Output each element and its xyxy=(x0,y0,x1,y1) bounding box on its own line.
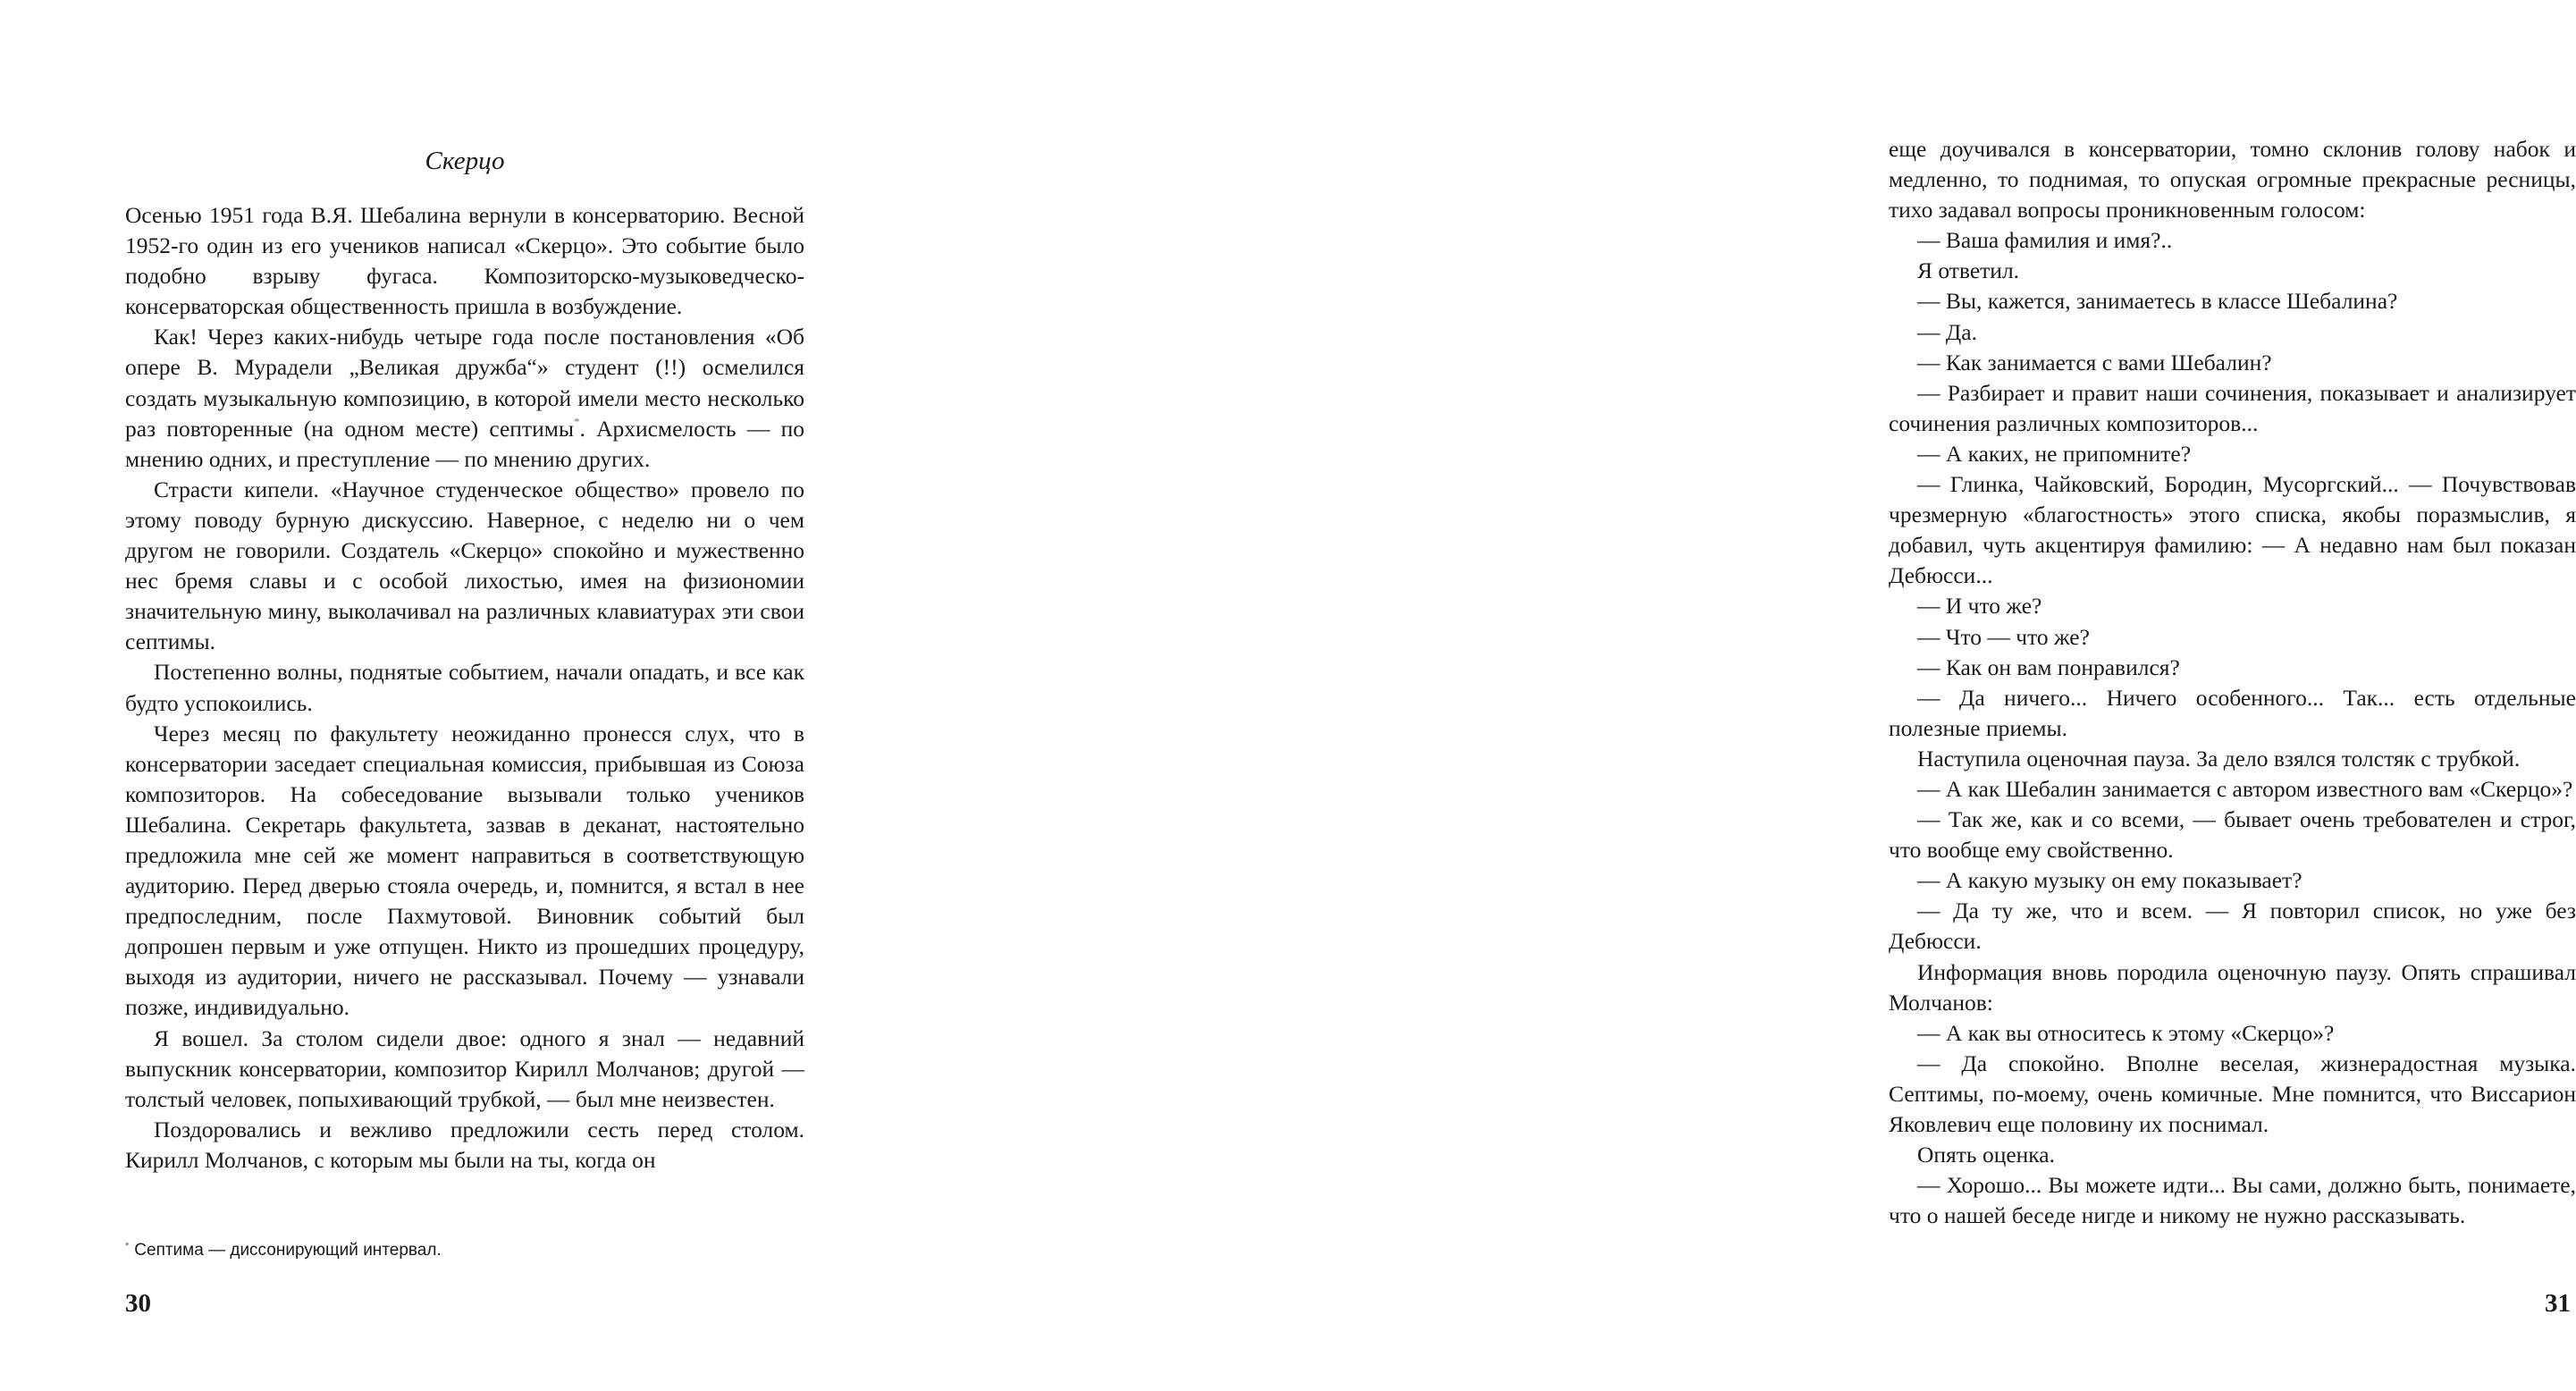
footnote xyxy=(125,1235,804,1262)
paragraph: — А каких, не припомните? xyxy=(1917,440,2192,467)
paragraph: — Хорошо... Вы можете идти... Вы сами, должно быть, понимаете, что о нашей беседе нигде и никому не нужно рассказывать. xyxy=(1889,1172,2576,1229)
paragraph: — Так же, как и со всеми, — бывает очень требователен и строг, что вообще ему свойственно. xyxy=(1889,806,2576,864)
paragraph: — Что — что же? xyxy=(1917,623,2090,650)
paragraph: — А как вы относитесь к этому «Скерцо»? xyxy=(1917,1019,2335,1046)
chapter-title: Скерцо xyxy=(425,147,505,175)
paragraph: Опять оценка. xyxy=(1917,1142,2055,1168)
paragraph-text: Как! Через каких-нибудь четыре года после постановления «Об опере В. Мурадели „Великая дружба“» студент (!!) осмелился создать музыкальную композицию, в которой имели место несколько раз повторенные (на одном месте) септимы xyxy=(125,324,804,442)
paragraph: — А какую музыку он ему показывает? xyxy=(1917,867,2302,894)
paragraph: Осенью 1951 года В.Я. Шебалина вернули в консерваторию. Весной 1952-го один из его учеников написал «Скерцо». Это событие было подобно взрыву фугаса. Композиторско-музыковедческо-консерваторская общественность пришла в возбуждение. xyxy=(125,202,804,320)
paragraph: — Как он вам понравился? xyxy=(1917,653,2180,680)
paragraph: — Разбирает и правит наши сочинения, показывает и анализирует сочинения различных композиторов... xyxy=(1889,379,2576,436)
left-page xyxy=(0,0,894,1391)
paragraph xyxy=(125,322,804,474)
footnote-marker: * xyxy=(573,414,580,428)
paragraph: — А как Шебалин занимается с автором известного вам «Скерцо»? xyxy=(1917,775,2573,802)
paragraph: — Да ту же, что и всем. — Я повторил список, но уже без Дебюсси. xyxy=(1889,898,2576,955)
paragraph: — Да. xyxy=(1917,318,1977,345)
paragraph: — Ваша фамилия и имя?.. xyxy=(1917,227,2173,254)
paragraph: еще доучивался в консерватории, томно склонив голову набок и медленно, то поднимая, то опуская огромные прекрасные ресницы, тихо задавал вопросы проникновенным голосом: xyxy=(1889,136,2576,223)
paragraph: Страсти кипели. «Научное студенческое общество» провело по этому поводу бурную дискуссию. Наверное, с неделю ни о чем другом не говорили. Создатель «Скерцо» спокойно и мужественно нес бремя славы и с особой лихостью, имея на физиономии значительную мину, выколачивал на различных клавиатурах эти свои септимы. xyxy=(125,476,804,655)
paragraph: — И что же? xyxy=(1917,593,2042,620)
paragraph: Поздоровались и вежливо предложили сесть перед столом. Кирилл Молчанов, с которым мы были на ты, когда он xyxy=(125,1116,804,1173)
paragraph-text: . Архисмелость — по мнению одних, и преступление — по мнению других. xyxy=(125,415,804,472)
footnote-text: Септима — диссонирующий интервал. xyxy=(134,1241,442,1260)
paragraph: — Да спокойно. Вполне веселая, жизнерадостная музыка. Септимы, по-моему, очень комичные. Мне помнится, что Виссарион Яковлевич еще половину их поснимал. xyxy=(1889,1050,2576,1137)
footnote-mark: * xyxy=(125,1241,130,1252)
paragraph: Через месяц по факультету неожиданно пронесся слух, что в консерватории заседает специальная комиссия, прибывшая из Союза композиторов. На собеседование вызывали только учеников Шебалина. Секретарь факультета, зазвав в деканат, настоятельно предложила мне сей же момент направиться в соответствующую аудиторию. Перед дверью стояла очередь, и, помнится, я встал в нее предпоследним, после Пахмутовой. Виновник событий был допрошен первым и уже отпущен. Никто из прошедших процедуру, выходя из аудитории, ничего не рассказывал. Почему — узнавали позже, индивидуально. xyxy=(125,720,804,1021)
paragraph: — Да ничего... Ничего особенного... Так... есть отдельные полезные приемы. xyxy=(1889,684,2576,741)
page-number: 31 xyxy=(2545,1289,2571,1318)
right-text-column xyxy=(1889,134,2576,1231)
paragraph: — Как занимается с вами Шебалин? xyxy=(1917,349,2272,375)
paragraph: Наступила оценочная пауза. За дело взялся толстяк с трубкой. xyxy=(1917,745,2521,771)
paragraph: Постепенно волны, поднятые событием, начали опадать, и все как будто успокоились. xyxy=(125,659,804,716)
paragraph: Я ответил. xyxy=(1917,257,2020,284)
right-page xyxy=(894,0,2576,1391)
paragraph: Информация вновь породила оценочную паузу. Опять спрашивал Молчанов: xyxy=(1889,958,2576,1016)
paragraph: — Глинка, Чайковский, Бородин, Мусоргский... — Почувствовав чрезмерную «благостность» этого списка, якобы поразмыслив, я добавил, чуть акцентируя фамилию: — А недавно нам был показан Дебюсси... xyxy=(1889,471,2576,589)
page-number: 30 xyxy=(125,1289,151,1318)
paragraph: Я вошел. За столом сидели двое: одного я знал — недавний выпускник консерватории, композитор Кирилл Молчанов; другой — толстый человек, попыхивающий трубкой, — был мне неизвестен. xyxy=(125,1024,804,1112)
paragraph: — Вы, кажется, занимаетесь в классе Шебалина? xyxy=(1917,288,2398,315)
left-text-column xyxy=(125,200,804,1176)
